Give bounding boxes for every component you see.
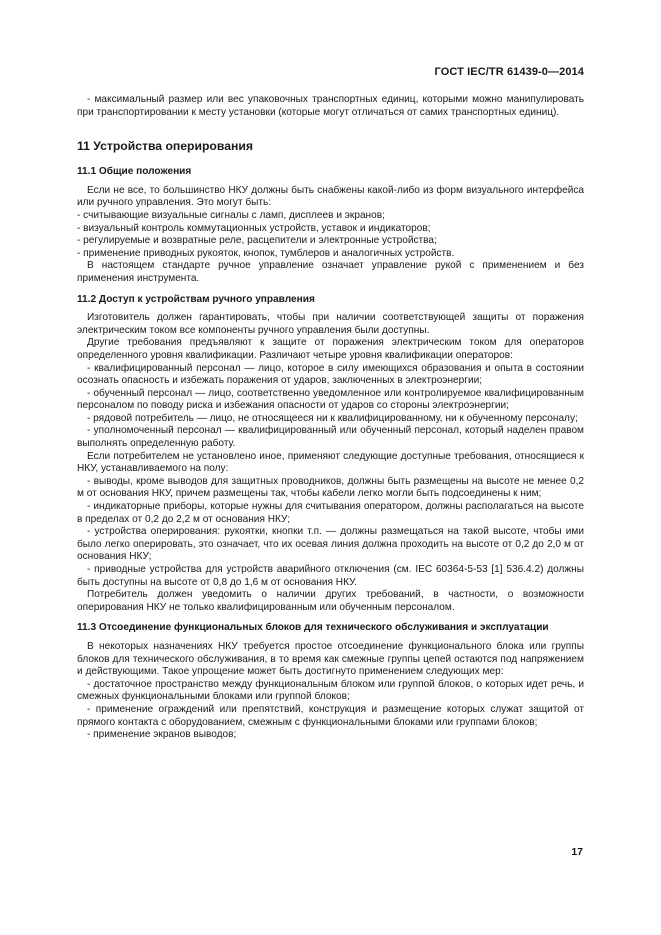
section-11-2-title: 11.2 Доступ к устройствам ручного управления [77, 293, 315, 305]
list-item: - квалифицированный персонал — лицо, которое в силу имеющихся образования и опыта в состоянии осознать опасность и избежать поражения от ударов, заключенных в электроэнергии; [77, 362, 584, 387]
intro-paragraph: - максимальный размер или вес упаковочных транспортных единиц, которыми можно манипулировать при транспортировании к месту установки (которые могут отличаться от самих транспортных единиц). [77, 94, 584, 118]
list-item: - считывающие визуальные сигналы с ламп, дисплеев и экранов; [77, 209, 385, 221]
section-11-title: 11 Устройства оперирования [77, 139, 253, 154]
list-item: - обученный персонал — лицо, соответственно уведомленное или контролируемое квалифицированным персоналом по поводу риска и избежания опасности от ударов со стороны электроэнергии; [77, 387, 584, 412]
paragraph: Потребитель должен уведомить о наличии других требований, в частности, о возможности оперирования НКУ не только квалифицированным или обученным персоналом. [77, 589, 584, 613]
list-item: - выводы, кроме выводов для защитных проводников, должны быть размещены на высоте не менее 0,2 м от основания НКУ, причем размещены так, чтобы кабели легко могли быть подсоединены к ним; [77, 475, 584, 500]
list-item: - индикаторные приборы, которые нужны для считывания оператором, должны располагаться на высоте в пределах от 0,2 до 2,2 м от основания НКУ; [77, 501, 584, 525]
paragraph: В настоящем стандарте ручное управление означает управление рукой с применением и без применения инструмента. [77, 260, 584, 284]
list-item: - уполномоченный персонал — квалифицированный или обученный персонал, который наделен правом выполнять определенную работу. [77, 425, 584, 450]
list-item: - применение экранов выводов; [87, 729, 237, 741]
list-item: - устройства оперирования: рукоятки, кнопки т.п. — должны размещаться на такой высоте, чтобы ими было легко оперировать, это означает, что их осевая линия должна проходить на высоте от 0,2 до 2,0 м от основания НКУ; [77, 526, 584, 563]
list-item: - приводные устройства для устройств аварийного отключения (см. IEC 60364-5-53 [1] 536.4.2) должны быть доступны на высоте от 0,8 до 1,6 м от основания НКУ. [77, 564, 584, 588]
paragraph: Если потребителем не установлено иное, применяют следующие доступные требования, относящиеся к НКУ, устанавливаемого на полу: [77, 450, 584, 475]
section-11-3-title: 11.3 Отсоединение функциональных блоков для технического обслуживания и эксплуатации [77, 622, 549, 634]
list-item: - применение приводных рукояток, кнопок, тумблеров и аналогичных устройств. [77, 247, 455, 259]
list-item: - применение ограждений или препятствий, конструкция и размещение которых служат защитой от прямого контакта с оборудованием, смежным с функциональными блоками или группами блоков; [77, 703, 584, 728]
list-item: - визуальный контроль коммутационных устройств, уставок и индикаторов; [77, 222, 431, 234]
page-number: 17 [571, 846, 583, 858]
paragraph: Другие требования предъявляют к защите от поражения электрическим током для операторов определенного уровня квалификации. Различают четыре уровня квалификации операторов: [77, 337, 584, 361]
list-item: - регулируемые и возвратные реле, расцепители и электронные устройства; [77, 235, 437, 247]
paragraph: В некоторых назначениях НКУ требуется простое отсоединение функционального блока или группы блоков для технического обслуживания, в то время как смежные группы цепей остаются под напряжением и действующими. Такое упрощение может быть достигнуто применением следующих мер: [77, 640, 584, 678]
section-11-1-title: 11.1 Общие положения [77, 166, 192, 178]
page-content [77, 94, 584, 742]
paragraph: Изготовитель должен гарантировать, чтобы при наличии соответствующей защиты от поражения электрическим током все компоненты ручного управления были доступны. [77, 312, 584, 336]
page-header-standard: ГОСТ IEC/TR 61439-0—2014 [434, 66, 584, 78]
list-item: - достаточное пространство между функциональным блоком или группой блоков, о которых идет речь, и смежных функциональными блоками или группой блоков; [77, 678, 584, 703]
list-item: - рядовой потребитель — лицо, не относящееся ни к квалифицированному, ни к обученному персоналу; [87, 412, 578, 424]
paragraph: Если не все, то большинство НКУ должны быть снабжены какой-либо из форм визуального интерфейса или ручного управления. Это могут быть: [77, 184, 584, 209]
